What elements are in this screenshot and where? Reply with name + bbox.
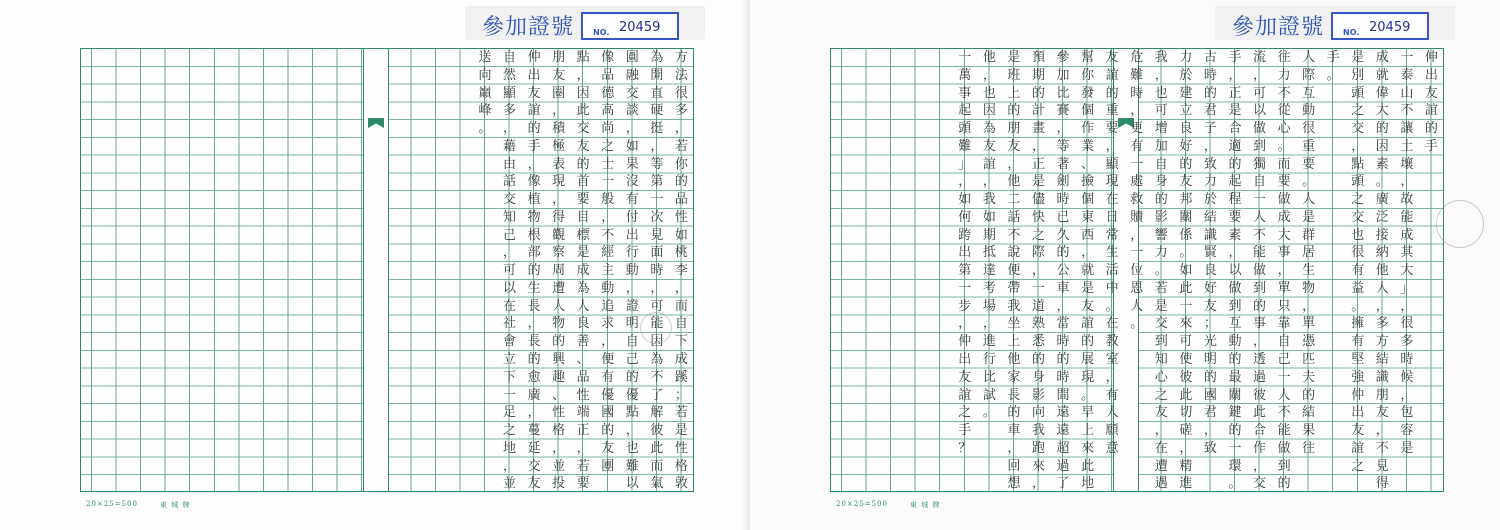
text-column: 力 於 建 立 良 好 的 友 邦 關 係 。 如 此 一 來 可 使 彼 此 切 磋 ， 精 進: [1179, 50, 1193, 492]
entry-number-box: [581, 12, 679, 40]
paper-brand: 東 城 牌: [160, 501, 191, 509]
text-column: 圓 融 交 談 ， 如 果 沒 有 付 出 行 動 ， 證 明 自 己 的 優 點 ， 也 難 以: [625, 50, 639, 492]
text-column: 朋 友 圈 ， 積 極 表 現 ， 得 觀 察 周 遭 人 物 的 興 趣 、 性 格 ， 並 投: [552, 50, 566, 492]
text-column: 是 班 上 的 朋 友 ， 他 二 話 不 說 便 帶 我 坐 上 他 家 長 的 車 ， 回 想: [1007, 50, 1021, 492]
text-column: 像 品 德 高 尚 之 士 一 般 ， 不 經 主 動 追 求 ， 便 有 優 國 的 友 團: [601, 50, 615, 474]
grid-size-label: 20×25=500: [836, 500, 888, 508]
text-column: 仲 出 友 誼 的 手 ， 像 植 物 根 部 的 生 長 ， 長 的 愈 廣 ， 蔓 延 交 友: [527, 50, 541, 492]
entry-title: 參加證號: [1232, 15, 1325, 40]
text-column: 成 就 偉 大 的 因 素 。 廣 泛 接 納 他 人 ， 多 方 結 識 朋 友 ， 不 見 得: [1375, 50, 1389, 492]
paper-brand: 東 城 牌: [910, 501, 941, 509]
text-column: 幫 你 發 個 作 業 、 撿 個 東 西 ， 就 是 友 誼 的 展 現 。 早 上 來 此 地: [1081, 50, 1095, 492]
entry-number-label: NO.: [593, 28, 610, 37]
grid-size-label: 20×25=500: [86, 500, 138, 508]
entry-number-box: [1331, 12, 1429, 40]
text-column: 送 向 巔 峰 。: [478, 50, 492, 137]
text-column: 危 難 時 ， 更 有 一 處 救 贖 ， 一 位 恩 人 。: [1130, 50, 1144, 332]
text-column: 參 加 比 賽 ， 等 著 劍 時 已 久 的 公 車 ， 當 時 的 時 間 遠 遠 超 過 了: [1056, 50, 1070, 492]
text-column: 手 。: [1326, 50, 1340, 83]
text-column: 我 ， 也 可 增 加 自 身 的 影 響 力 。 若 是 交 到 知 心 之 友 ， 在 遭 遇: [1154, 50, 1168, 492]
text-column: 自 然 顯 多 ， 藉 由 話 交 知 己 ， 可 以 在 社 會 立 下 一 足 之 地 ， 並: [503, 50, 517, 492]
text-column: 往 力 不 從 心 。 而 要 做 成 大 事 ， 單 只 靠 自 己 一 人 不 能 做 到 的: [1277, 50, 1291, 492]
pencil-circle: [1436, 200, 1484, 248]
text-column: 是 別 頭 之 交 ， 點 頭 之 交 也 很 有 益 。 擁 有 堅 強 仲 出 友 誼 之: [1351, 50, 1365, 474]
entry-number-value: 20459: [619, 20, 661, 35]
text-column: 流 ， 可 以 做 到 獨 自 一 人 不 能 做 到 的 事 ， 透 過 彼 此 合 作 ， 交: [1253, 50, 1267, 492]
pencil-circle: [640, 312, 672, 344]
grid-center-band: [363, 49, 389, 491]
text-column: 方 法 很 多 ， 若 你 的 品 性 如 桃 李 ， 而 自 下 成 蹊 ； 若 是 性 格 敦: [674, 50, 688, 492]
text-column: 為 開 直 硬 挺 ， 等 第 一 次 見 面 時 ， 可 能 因 為 不 了 解 彼 此 而 氣: [650, 50, 664, 492]
text-column: 預 期 的 計 畫 ， 正 是 儘 快 之 際 ， 一 道 熟 悉 的 身 影 向 我 跑 來 ，: [1031, 50, 1045, 492]
text-column: 伸 出 友 誼 的 手: [1424, 50, 1438, 154]
text-column: 一 萬 事 起 頭 難 」 ， 如 何 跨 出 第 一 步 ， 仲 出 友 誼 之 手 ？: [958, 50, 972, 456]
entry-number-value: 20459: [1369, 20, 1411, 35]
text-column: 一 泰 山 不 讓 土 壤 ， 故 能 成 其 大 」 ， 很 多 時 候 ， 包 容 是: [1400, 50, 1414, 456]
text-column: 點 ， 因 此 交 友 的 首 要 目 標 是 成 為 人 良 善 、 品 性 端 正 ， 若 要: [576, 50, 590, 492]
text-column: 友 誼 的 重 要 ， 顯 現 在 日 常 生 活 中 。 在 教 室 ， 有 人 願 意: [1105, 50, 1119, 456]
text-column: 他 ， 也 因 為 友 誼 ， 我 如 期 抵 達 考 場 ， 進 行 比 試 。: [982, 50, 996, 421]
entry-title: 參加證號: [482, 15, 575, 40]
entry-number-label: NO.: [1343, 28, 1360, 37]
text-column: 古 時 的 君 子 ， 致 力 於 結 識 賢 良 好 友 ； 光 明 的 國 君 ， 致: [1203, 50, 1217, 456]
right-page: [750, 0, 1500, 530]
text-column: 手 ， 正 是 合 適 的 起 程 要 素 ， 以 做 到 互 動 的 最 關 鍵 的 一 環 。: [1228, 50, 1242, 492]
text-column: 人 際 互 動 很 重 要 。 人 是 群 居 生 物 ， 單 憑 匹 夫 的 結 果 往: [1302, 50, 1316, 456]
